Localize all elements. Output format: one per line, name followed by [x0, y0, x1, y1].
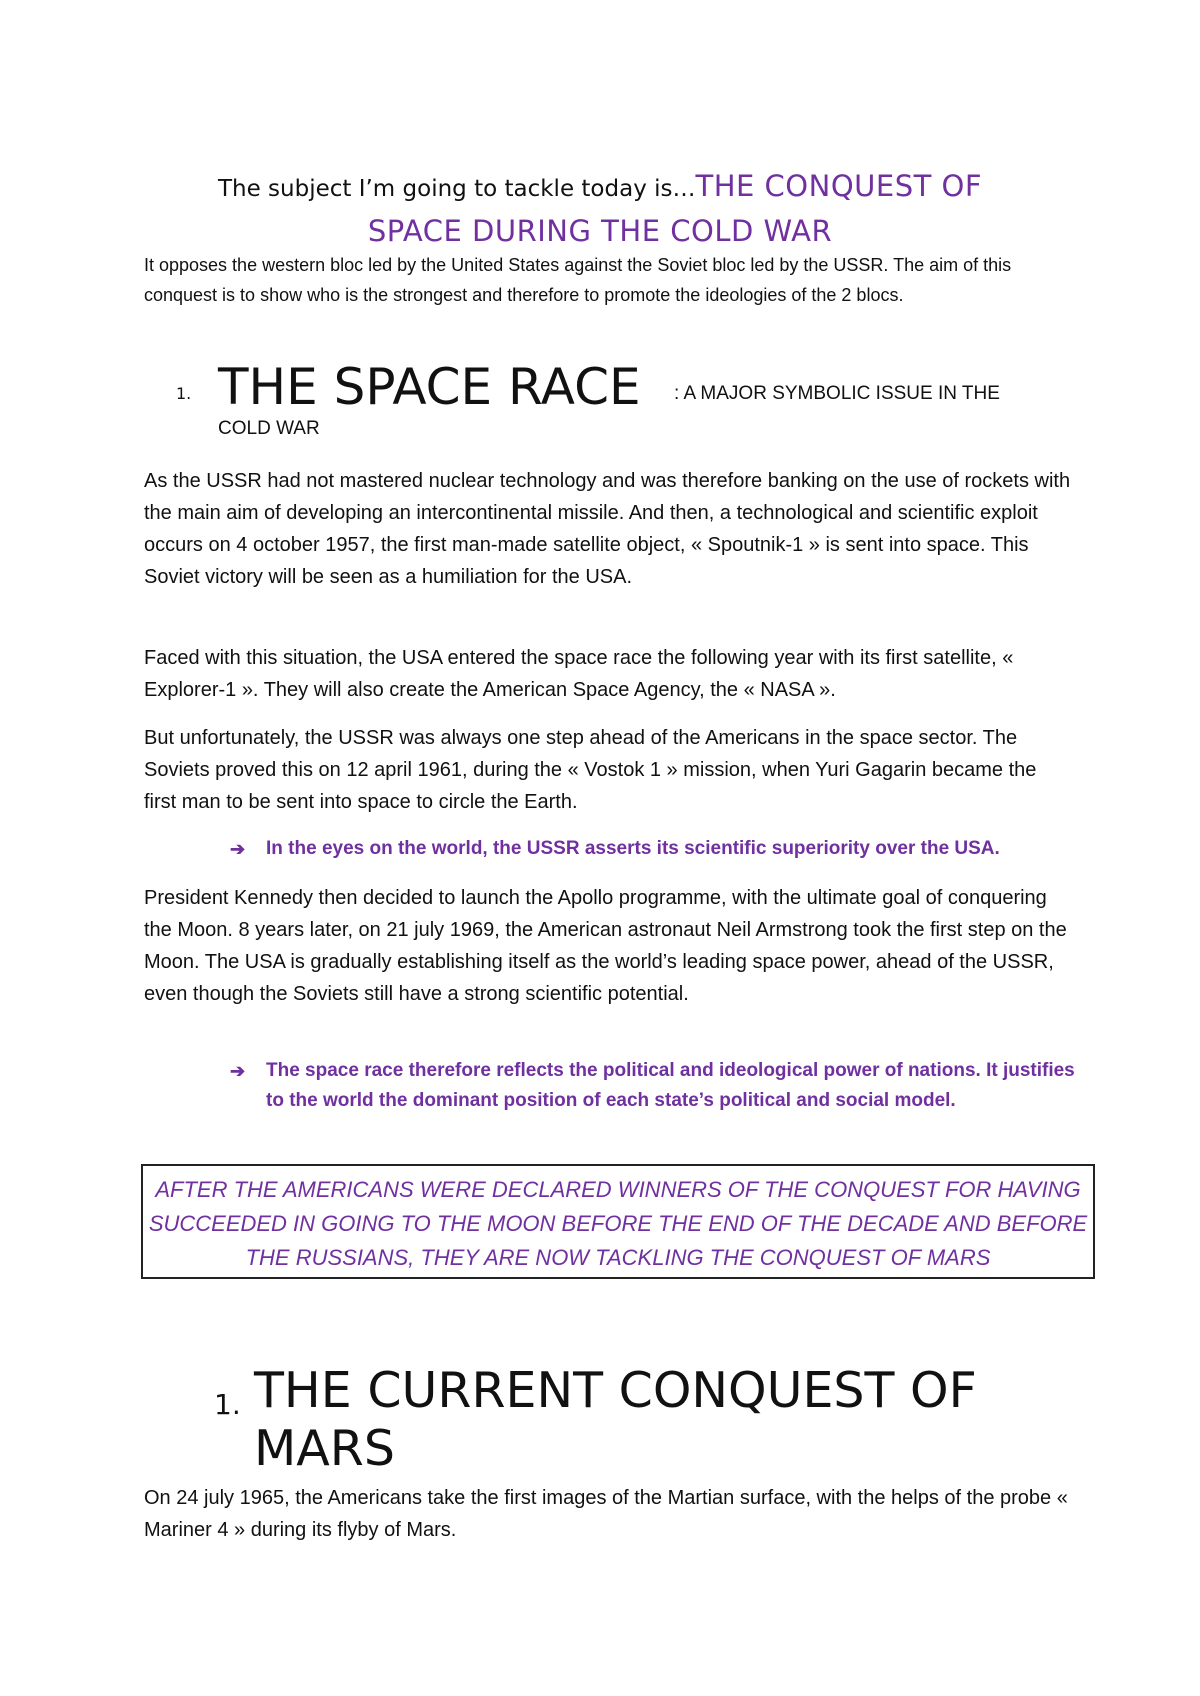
paragraph-vostok: But unfortunately, the USSR was always one step ahead of the Americans in the space sector. The Soviets proved this on 12 april 1961, during the « Vostok 1 » mission, when Yuri Gagarin became the first man to be sent into space to circle the Earth. [144, 727, 1037, 813]
highlight-text: In the eyes on the world, the USSR asserts its scientific superiority over the USA. [266, 838, 1000, 859]
title-accent-1: THE CONQUEST OF [695, 169, 983, 203]
title-line-1 [144, 166, 1056, 211]
paragraph-sputnik: As the USSR had not mastered nuclear technology and was therefore banking on the use of rockets with the main aim of developing an intercontinental missile. And then, a technological and scientific exploit occurs on 4 october 1957, the first man-made satellite object, « Spoutnik-1 » is sent into space. This Soviet victory will be seen as a humiliation for the USA. [144, 470, 1071, 588]
title-intro: The subject I’m going to tackle today is… [217, 176, 696, 202]
section-title: THE SPACE RACE [218, 358, 641, 416]
intro-paragraph: It opposes the western bloc led by the United States against the Soviet bloc led by the USSR. The aim of this conquest is to show who is the strongest and therefore to promote the ideologies of the 2 blocs. [144, 255, 1012, 305]
section-number: 1. [214, 1388, 241, 1421]
paragraph-mariner: On 24 july 1965, the Americans take the first images of the Martian surface, with the helps of the probe « Mariner 4 » during its flyby of Mars. [144, 1487, 1068, 1541]
section-title: THE CURRENT CONQUEST OF MARS [254, 1362, 977, 1477]
arrow-right-icon: ➔ [230, 1061, 246, 1081]
document-title [144, 166, 1056, 256]
section-number: 1. [176, 384, 192, 403]
arrow-right-icon: ➔ [230, 839, 246, 859]
title-accent-2: SPACE DURING THE COLD WAR [367, 214, 833, 248]
section-subtitle-continued: COLD WAR [218, 418, 320, 439]
highlight-text: The space race therefore reflects the political and ideological power of nations. It justifies to the world the dominant position of each state’s political and social model. [266, 1060, 1075, 1111]
paragraph-apollo: President Kennedy then decided to launch the Apollo programme, with the ultimate goal of conquering the Moon. 8 years later, on 21 july 1969, the American astronaut Neil Armstrong took the first step on the Moon. The USA is gradually establishing itself as the world’s leading space power, ahead of the USSR, even though the Soviets still have a strong scientific potential. [144, 887, 1067, 1005]
section-subtitle: : A MAJOR SYMBOLIC ISSUE IN THE [674, 383, 1000, 404]
paragraph-explorer: Faced with this situation, the USA entered the space race the following year with its first satellite, « Explorer-1 ». They will also create the American Space Agency, the « NASA ». [144, 647, 1014, 701]
boxed-transition-note: AFTER THE AMERICANS WERE DECLARED WINNERS OF THE CONQUEST FOR HAVING SUCCEEDED IN GOING TO THE MOON BEFORE THE END OF THE DECADE AND BEFORE THE RUSSIANS, THEY ARE NOW TACKLING THE CONQUEST OF MARS [141, 1164, 1095, 1279]
